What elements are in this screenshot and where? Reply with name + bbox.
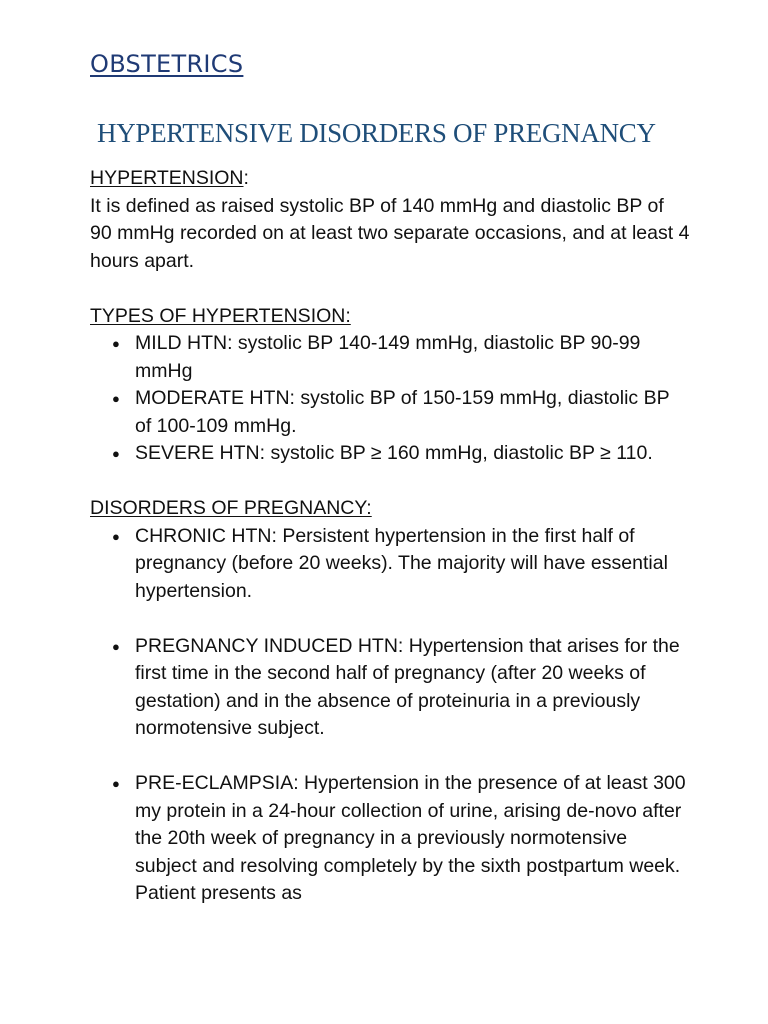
list-item-text: ● PRE-ECLAMPSIA: Hypertension in the presence of at least 300 my protein in a 24-hour collection of urine, arising de-novo after the 20th week of pregnancy in a previously normotensive subject and resolving completely by the sixth postpartum week. — [135, 772, 686, 877]
list-item: ● SEVERE HTN: systolic BP ≥ 160 mmHg, diastolic BP ≥ 110. — [90, 440, 690, 468]
types-heading-text: TYPES OF HYPERTENSION: — [90, 304, 351, 327]
disorders-heading — [90, 495, 690, 523]
types-list — [90, 330, 690, 468]
document-body — [90, 165, 690, 908]
hypertension-heading — [90, 165, 690, 193]
types-heading — [90, 303, 690, 331]
disorders-list — [90, 523, 690, 908]
list-item: ● MODERATE HTN: systolic BP of 150-159 mmHg, diastolic BP of 100-109 mmHg. — [90, 385, 690, 440]
list-item: ● CHRONIC HTN: Persistent hypertension in the first half of pregnancy (before 20 weeks). The majority will have essential hypertension. — [90, 523, 690, 606]
hypertension-heading-colon: : — [243, 167, 249, 189]
hypertension-definition: It is defined as raised systolic BP of 140 mmHg and diastolic BP of 90 mmHg recorded on at least two separate occasions, and at least 4 hours apart. — [90, 194, 690, 272]
document-title: HYPERTENSIVE DISORDERS OF PREGNANCY — [97, 118, 656, 148]
list-item: ● MILD HTN: systolic BP 140-149 mmHg, diastolic BP 90-99 mmHg — [90, 330, 690, 385]
list-item-continuation: Patient presents as — [135, 882, 302, 904]
list-item: ● PREGNANCY INDUCED HTN: Hypertension that arises for the first time in the second half of pregnancy (after 20 weeks of gestation) and in the absence of proteinuria in a previously normotensive subject. — [90, 633, 690, 743]
spacer — [90, 468, 690, 496]
subject-heading: OBSTETRICS — [90, 50, 244, 78]
list-item — [90, 770, 690, 908]
hypertension-heading-text: HYPERTENSION — [90, 167, 244, 189]
spacer — [90, 275, 690, 303]
disorders-heading-text: DISORDERS OF PREGNANCY: — [90, 497, 372, 519]
